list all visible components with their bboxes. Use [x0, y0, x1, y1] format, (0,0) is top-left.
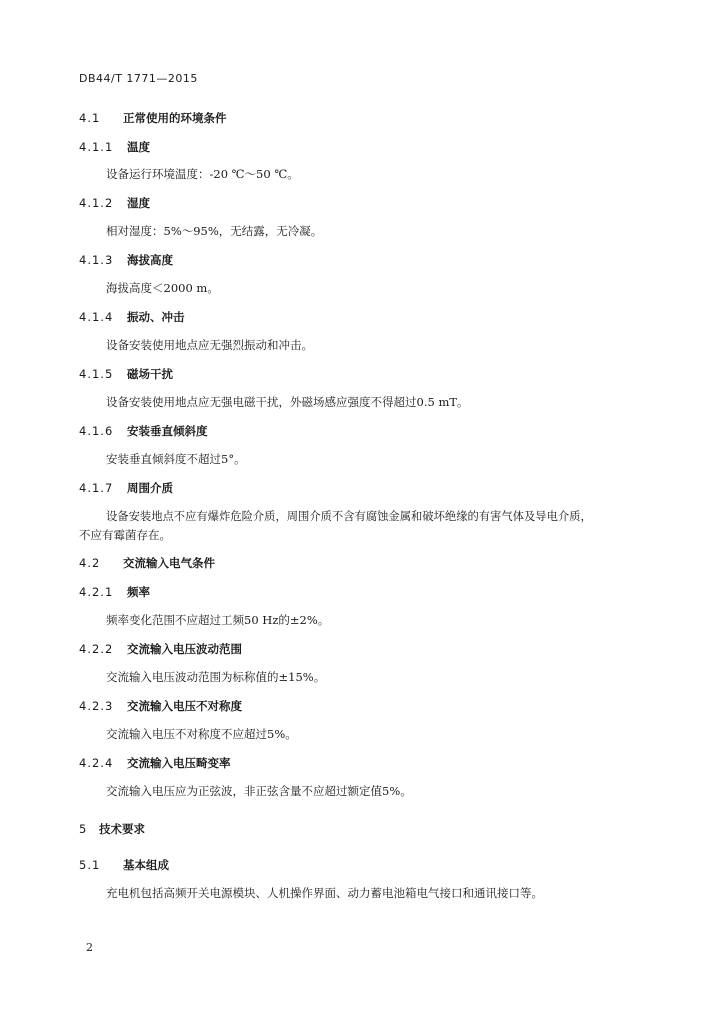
heading-title: 湿度 — [127, 196, 150, 210]
heading-4-1-2 — [79, 195, 150, 211]
heading-number: 4.1.6 — [79, 424, 114, 438]
heading-5 — [79, 821, 145, 837]
heading-title: 正常使用的环境条件 — [123, 111, 227, 125]
heading-number: 4.1.7 — [79, 481, 114, 495]
paragraph-4-1-4: 设备安装使用地点应无强烈振动和冲击。 — [106, 338, 313, 352]
paragraph-4-1-3: 海拔高度＜2000 m。 — [106, 281, 219, 295]
heading-number: 5 — [79, 822, 88, 836]
paragraph-4-2-3: 交流输入电压不对称度不应超过5%。 — [106, 727, 297, 741]
heading-4-1-6 — [79, 423, 208, 439]
heading-number: 4.2 — [79, 556, 101, 570]
heading-title: 温度 — [127, 140, 150, 154]
heading-number: 4.2.1 — [79, 585, 114, 599]
heading-4-1-5 — [79, 366, 173, 382]
heading-number: 4.2.2 — [79, 642, 114, 656]
heading-title: 磁场干扰 — [127, 367, 173, 381]
paragraph-4-2-1: 频率变化范围不应超过工频50 Hz的±2%。 — [106, 613, 330, 627]
heading-title: 交流输入电压不对称度 — [127, 699, 242, 713]
heading-number: 4.1 — [79, 111, 101, 125]
heading-title: 交流输入电压波动范围 — [127, 642, 242, 656]
paragraph-4-2-4: 交流输入电压应为正弦波，非正弦含量不应超过额定值5%。 — [106, 784, 412, 798]
heading-5-1 — [79, 857, 169, 873]
heading-title: 技术要求 — [99, 822, 145, 836]
heading-title: 安装垂直倾斜度 — [127, 424, 208, 438]
heading-4-2-2 — [79, 641, 242, 657]
paragraph-4-2-2: 交流输入电压波动范围为标称值的±15%。 — [106, 670, 326, 684]
heading-4-2-4 — [79, 755, 231, 771]
heading-4-1 — [79, 110, 227, 126]
heading-4-2-3 — [79, 698, 242, 714]
heading-title: 频率 — [127, 585, 150, 599]
paragraph-4-1-7-line-2: 不应有霉菌存在。 — [79, 528, 171, 542]
heading-title: 交流输入电气条件 — [123, 556, 215, 570]
paragraph-4-1-1: 设备运行环境温度：-20 ℃～50 ℃。 — [106, 167, 299, 181]
heading-number: 5.1 — [79, 858, 101, 872]
heading-4-1-3 — [79, 252, 173, 268]
heading-4-1-7 — [79, 480, 173, 496]
paragraph-4-1-5: 设备安装使用地点应无强电磁干扰，外磁场感应强度不得超过0.5 mT。 — [106, 395, 469, 409]
heading-title: 交流输入电压畸变率 — [127, 756, 231, 770]
heading-number: 4.1.3 — [79, 253, 114, 267]
heading-4-1-4 — [79, 309, 185, 325]
heading-number: 4.1.1 — [79, 140, 114, 154]
heading-title: 海拔高度 — [127, 253, 173, 267]
heading-number: 4.1.2 — [79, 196, 114, 210]
paragraph-4-1-7-line-1: 设备安装地点不应有爆炸危险介质，周围介质不含有腐蚀金属和破坏绝缘的有害气体及导电介质， — [106, 510, 592, 523]
paragraph-4-1-2: 相对湿度：5%～95%，无结露，无冷凝。 — [106, 224, 323, 238]
heading-number: 4.2.3 — [79, 699, 114, 713]
document-code: DB44/T 1771—2015 — [79, 72, 198, 85]
paragraph-4-1-6: 安装垂直倾斜度不超过5°。 — [106, 452, 246, 466]
heading-number: 4.2.4 — [79, 756, 114, 770]
heading-number: 4.1.4 — [79, 310, 114, 324]
paragraph-5-1: 充电机包括高频开关电源模块、人机操作界面、动力蓄电池箱电气接口和通讯接口等。 — [106, 886, 543, 900]
heading-4-2 — [79, 555, 215, 571]
heading-4-2-1 — [79, 584, 150, 600]
heading-title: 基本组成 — [123, 858, 169, 872]
heading-title: 振动、冲击 — [127, 310, 185, 324]
heading-title: 周围介质 — [127, 481, 173, 495]
page-number: 2 — [86, 941, 93, 954]
heading-4-1-1 — [79, 139, 150, 155]
heading-number: 4.1.5 — [79, 367, 114, 381]
